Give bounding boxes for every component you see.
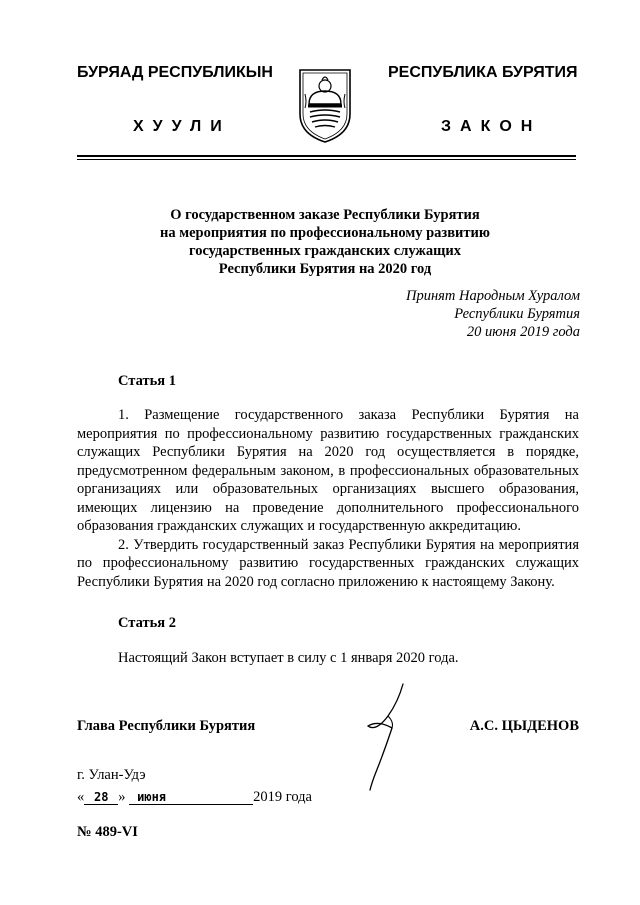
header-right-word: ЗАКОН [441,118,542,135]
header-right-republic: РЕСПУБЛИКА БУРЯТИЯ [388,64,578,81]
signing-date [77,789,312,806]
signatory-position: Глава Республики Бурятия [77,718,256,734]
article-2-heading: Статья 2 [118,615,176,631]
date-month: июня [129,790,253,805]
article-1-body [77,406,579,591]
header-rule-thick [77,155,576,157]
law-title-line: О государственном заказе Республики Бурятия [170,207,480,223]
date-close-quote: » [118,789,126,805]
law-title-line: на мероприятия по профессиональному развитию [160,225,490,241]
adoption-note-line: Республики Бурятия [454,306,580,322]
coat-of-arms-emblem [296,64,354,144]
law-title-line: государственных гражданских служащих [188,243,462,259]
header-rule-thin [77,159,576,160]
article-2-text: Настоящий Закон вступает в силу с 1 января 2020 года. [118,650,459,666]
signatory-name: А.С. ЦЫДЕНОВ [469,718,579,734]
header-left-word: ХУУЛИ [133,118,231,135]
date-year: 2019 года [253,789,312,805]
adoption-note-line: 20 июня 2019 года [466,324,580,340]
law-number: № 489-VI [77,824,138,840]
law-title [100,206,550,278]
article-1-paragraph-1: 1. Размещение государственного заказа Республики Бурятия на мероприятия по профессиональному развитию государственных гражданских служащих Республики Бурятия на 2020 год осуществляется в порядке, предусмотренном федеральным законом, в профессиональных образовательных организациях или образовательных организациях высшего образования, имеющих лицензию на проведение дополнительного профессионального образования гражданских служащих и государственную аккредитацию. [77,407,579,534]
article-1-paragraph-2: 2. Утвердить государственный заказ Республики Бурятия на мероприятия по профессиональному развитию государственных гражданских служащих Республики Бурятия на 2020 год согласно приложению к настоящему Закону. [77,536,579,590]
article-1-heading: Статья 1 [118,373,176,389]
law-title-line: Республики Бурятия на 2020 год [218,261,432,277]
handwritten-signature [348,682,418,792]
header-left-republic: БУРЯАД РЕСПУБЛИКЫН [77,64,273,81]
place-of-signing: г. Улан-Удэ [77,767,146,783]
date-open-quote: « [77,789,85,805]
date-day: 28 [84,790,118,805]
adoption-note-line: Принят Народным Хуралом [405,288,580,304]
adoption-note [406,287,580,341]
